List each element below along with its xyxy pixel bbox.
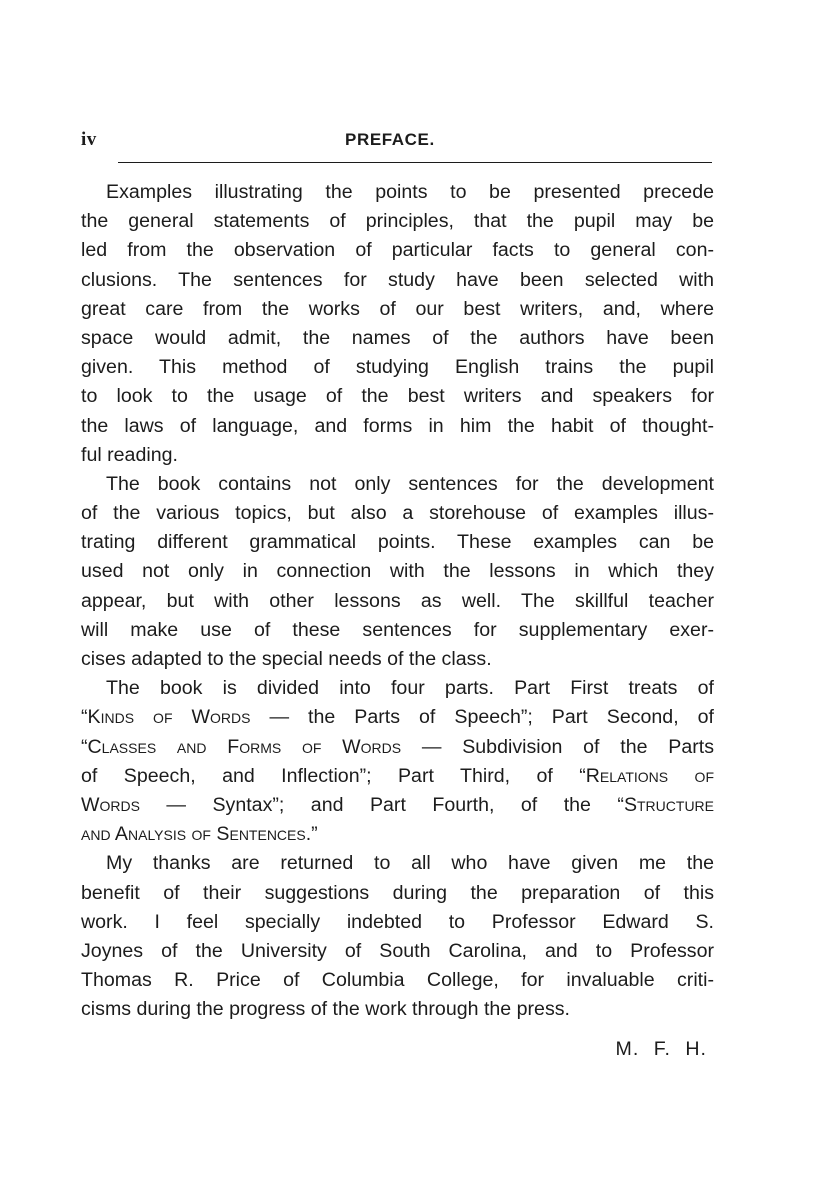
text-line: the general statements of principles, that the pupil may be [81,210,714,233]
text-run: — Syntax”; and Part Fourth, of the “ [139,793,624,816]
paragraph-1 [81,178,714,470]
open-quote: “ [81,706,88,729]
small-caps-title: Kinds of Words [87,706,251,729]
text-line: will make use of these sentences for supplementary exer- [81,618,714,641]
text-line: My thanks are returned to all who have given me the [106,852,714,875]
text-line [81,733,714,762]
running-head-title: PREFACE. [345,130,435,149]
page-number: iv [81,129,97,150]
text-line: work. I feel specially indebted to Professor Edward S. [81,910,714,933]
text-line: Thomas R. Price of Columbia College, for invaluable criti- [81,969,714,992]
close-quote: ” [311,823,318,846]
text-line: appear, but with other lessons as well. The skillful teacher [81,589,714,612]
text-line: Joynes of the University of South Carolina, and to Professor [81,939,714,962]
text-line: space would admit, the names of the authors have been [81,326,714,349]
preface-body [81,178,714,1024]
small-caps-title: Structure [623,793,714,816]
text-line: benefit of their suggestions during the preparation of this [81,881,714,904]
text-run: — Subdivision of the Parts [401,735,714,758]
text-line: cises adapted to the special needs of the class. [81,648,492,670]
small-caps-title: Relations of [585,764,714,787]
text-line: Examples illustrating the points to be presented precede [106,181,714,203]
text-run: of Speech, and Inflection”; Part Third, of “ [81,764,586,787]
paragraph-2 [81,470,714,674]
text-line: trating different grammatical points. These examples can be [81,531,714,554]
text-line: cisms during the progress of the work through the press. [81,998,570,1021]
text-line: of the various topics, but also a storehouse of examples illus- [81,502,714,525]
text-line: clusions. The sentences for study have been selected with [81,268,714,291]
text-line: to look to the usage of the best writers and speakers for [81,385,714,408]
text-line: the laws of language, and forms in him the habit of thought- [81,414,714,437]
open-quote: “ [81,735,88,758]
text-line [81,703,714,732]
text-line: given. This method of studying English trains the pupil [81,356,714,379]
text-line [81,820,714,849]
header-rule [118,162,712,163]
text-line: The book contains not only sentences for the development [106,472,714,495]
text-line: led from the observation of particular facts to general con- [81,239,714,262]
text-line: The book is divided into four parts. Part First treats of [106,677,714,700]
small-caps-title: Words [81,793,140,816]
text-line: used not only in connection with the lessons in which they [81,560,714,583]
text-line: great care from the works of our best writers, and, where [81,297,714,320]
text-line: ful reading. [81,443,178,466]
author-initials: M. F. H. [615,1038,707,1060]
paragraph-3 [81,674,714,849]
small-caps-title: and Analysis of Sentences. [81,823,312,846]
text-line [81,791,714,820]
small-caps-title: Classes and Forms of Words [87,735,402,758]
text-run: — the Parts of Speech”; Part Second, of [250,706,714,729]
text-line [81,762,714,791]
paragraph-4 [81,849,714,1024]
